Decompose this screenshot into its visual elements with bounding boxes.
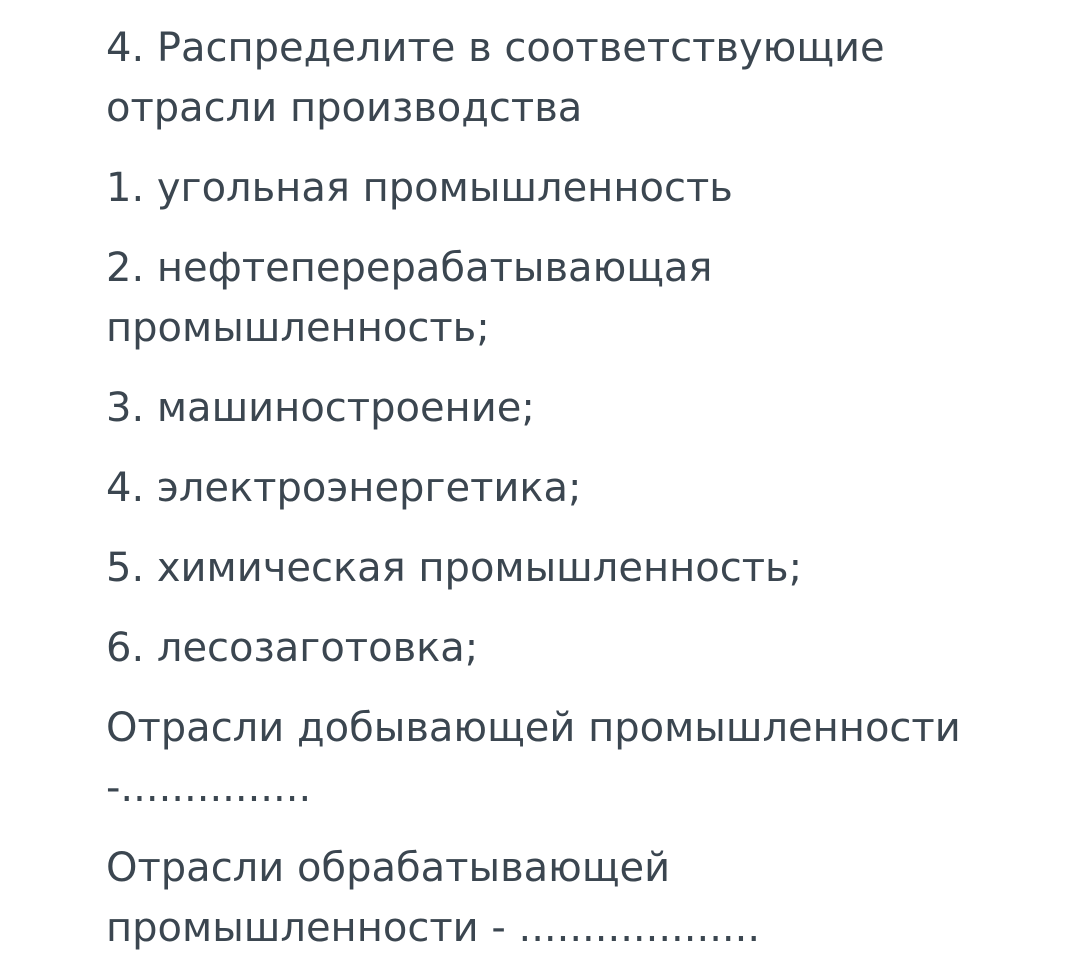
list-item-text: 5. химическая промышленность;: [106, 545, 803, 591]
list-item-text: 3. машиностроение;: [106, 385, 535, 431]
list-item-text: 6. лесозаготовка;: [106, 625, 479, 671]
question-title-line-1: 4. Распределите в соответствующие: [106, 25, 885, 71]
answer-processing-blank: промышленности - ...................: [106, 905, 761, 951]
answer-extracting: [106, 698, 1006, 818]
question-title-line-2: отрасли производства: [106, 85, 583, 131]
answer-processing: [106, 838, 1006, 958]
task-document: [106, 18, 1006, 978]
list-item-chemical: [106, 538, 1006, 598]
list-item-text: 1. угольная промышленность: [106, 165, 733, 211]
list-item-text-continued: промышленность;: [106, 305, 490, 351]
list-item-machine-building: [106, 378, 1006, 438]
answer-extracting-label: Отрасли добывающей промышленности: [106, 705, 961, 751]
answer-extracting-blank: -...............: [106, 765, 312, 811]
list-item-text: 4. электроэнергетика;: [106, 465, 582, 511]
list-item-coal: [106, 158, 1006, 218]
list-item-logging: [106, 618, 1006, 678]
list-item-text: 2. нефтеперерабатывающая: [106, 245, 713, 291]
question-title: [106, 18, 1006, 138]
list-item-oil-refining: [106, 238, 1006, 358]
answer-processing-label: Отрасли обрабатывающей: [106, 845, 671, 891]
list-item-power-engineering: [106, 458, 1006, 518]
